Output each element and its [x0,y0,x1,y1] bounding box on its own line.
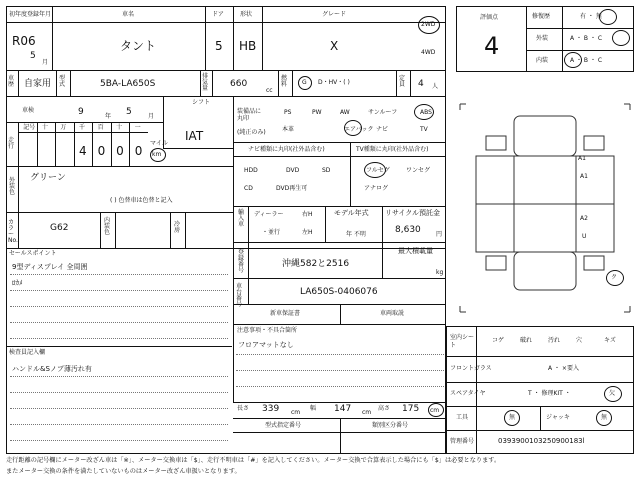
capacity-unit: 人 [432,83,439,90]
shape-value: HB [239,39,257,53]
interior-color-label: 内装色 [104,217,111,236]
seat-item: 破れ [520,337,533,344]
door-value: 5 [215,39,223,53]
import-dealer: ディーラー [254,211,284,218]
nav-item: HDD [244,167,258,174]
height-cm: cm [430,407,440,414]
recycle-value: 8,630 [395,225,421,235]
model-year-label: モデル年式 [334,209,369,217]
fuel-label: 燃料 [281,75,288,88]
fuel-g: G [302,79,307,86]
damage-a1-left: A1 [578,155,586,162]
spare-label: スペアタイヤ [450,390,486,397]
airbag-circle [344,120,362,136]
tv-item: ワンセグ [406,167,431,174]
displacement-label: 排気量 [202,73,209,92]
nav-title: ナビ種類に丸印(社外品含む) [248,146,325,153]
color-value: グリーン [30,173,66,183]
damage-a2: A2 [580,215,588,222]
equipment-item: AW [340,109,350,116]
car-diagram [456,96,634,320]
warranty-label: 新車保証書 [270,310,301,317]
recycle-label: リサイクル預託金 [385,209,441,217]
fuel-rest: D・HV・( ) [318,79,350,86]
footer-line-2: またメーター交換の条件を満たしていないものはメーター改ざん車扱いとなります。 [6,468,241,475]
import-left: 左H [302,229,313,236]
sales-line-1: 9型ディスプレイ 全周囲 [12,263,88,271]
interior-circle [564,52,582,68]
inspection-label: 車検 [22,107,35,114]
exterior-label: 外装 [536,35,549,42]
odo-digit-header: 千 [79,124,86,131]
inspection-month-unit: 月 [148,113,155,120]
equipment-item: ABS [420,109,432,116]
shape-label: 形状 [240,11,253,18]
odo-digit: 0 [97,144,106,158]
tool-mark: 無 [509,414,516,421]
equipment-item: サンルーフ [368,109,398,116]
type-label: 型式指定番号 [265,422,302,429]
import-parallel: ・並行 [262,229,281,236]
capacity-value: 4 [418,79,424,89]
tv-item: アナログ [364,185,389,192]
length-cm: cm [291,409,301,416]
usage-value: 自家用 [24,79,52,89]
shift-label: シフト [192,99,211,106]
odo-digit: 0 [116,144,124,158]
nav-item: SD [322,167,331,174]
odo-digit-header: 一 [134,124,141,131]
odo-digit-header: 百 [97,124,104,131]
jack-label: ジャッキ [546,414,570,421]
nav-item: DVD再生可 [276,185,308,192]
max-load-label: 最大積載量 [398,247,433,255]
score-label: 評価点 [480,14,499,21]
first-reg-value: R06 [12,34,36,48]
model-value: 5BA-LA650S [100,79,156,89]
odo-digit: 4 [79,144,87,158]
inspector-value: ハンドル&Sノブ薄汚れ有 [12,365,92,373]
sales-line-2: ﾛｶﾒ [12,279,23,287]
odo-digit-header: 万 [60,124,67,131]
drive-4wd: 4WD [421,49,436,56]
inspection-year: 9 [78,107,84,117]
month-unit: 月 [42,59,49,66]
fullseg-circle [364,162,386,178]
equipment-subtitle: (純正のみ) [237,129,266,136]
odo-digit-header: 記号 [23,124,36,131]
tv-item: フルセグ [366,167,390,174]
exterior-value: A ・ B ・ C [570,35,603,42]
repair-label: 修復歴 [532,13,551,20]
damage-ku: ク [611,274,618,281]
damage-a1-right: A1 [580,173,588,180]
reg-no-label: 登録番号 [238,249,245,274]
equipment-item: TV [420,126,428,133]
notes-value: フロアマットなし [238,341,294,349]
model-label: 型式 [59,75,66,88]
color-label: 外装色 [9,177,16,196]
jack-mark: 無 [601,414,608,421]
seat-item: 汚れ [548,337,561,344]
odo-digit: 0 [134,144,143,158]
height-value: 175 [402,404,420,414]
abs-circle [414,104,434,120]
seat-label: 室内シート [450,334,475,350]
mgmt-value: 0393900103250900183l [498,437,585,445]
equipment-title: 装備品に丸印 [237,108,262,123]
width-value: 147 [334,404,352,414]
tool-label: 工具 [456,414,469,421]
sales-label: セールスポイント [9,250,57,257]
score-value: 4 [484,32,500,60]
mgmt-label: 管理番号 [450,438,475,445]
odo-mile: マイル [150,140,168,147]
damage-u: U [582,233,587,240]
model-year-value: 年 不明 [346,231,366,238]
nav-item: CD [244,185,253,192]
first-reg-month: 5 [30,51,36,61]
car-name-value: タント [120,39,157,53]
displacement-value: 660 [230,79,248,89]
width-cm: cm [362,409,372,416]
grade-value: X [330,39,339,53]
glass-label: フロントガラス [450,365,492,372]
equipment-item: PW [312,109,322,116]
interior-value: A ・ B ・ C [570,57,603,64]
drive-2wd: 2WD [421,21,436,28]
nav-item: DVD [286,167,300,174]
usage-label: 車歴 [8,75,15,88]
first-reg-label: 初年度登録年月 [9,11,52,18]
cold-label: 冷房 [174,221,181,234]
length-label: 長さ [237,405,250,412]
tv-title: TV種類に丸印(社外品含む) [356,146,429,153]
height-label: 高さ [378,405,391,412]
spare-mark: 欠 [609,390,616,397]
odo-digit-header: 十 [116,124,123,131]
exterior-circle [612,30,630,46]
chassis-label: 車台番号 [236,283,243,308]
cc-unit: cc [266,87,273,94]
inspection-month: 5 [126,107,132,117]
import-right: 右H [302,211,313,218]
grade-label: グレード [322,11,347,18]
length-value: 339 [262,404,280,414]
seat-item: キズ [604,337,616,344]
width-label: 幅 [310,405,317,412]
odo-label: 走行 [8,137,15,150]
manual-label: 車両取説 [380,310,405,317]
interior-label: 内装 [536,57,549,64]
import-label: 輸入車 [238,209,245,228]
equipment-item: ナビ [376,126,389,133]
repair-value: 有 ・ 無 [580,13,602,20]
color-no-value: G62 [50,223,69,233]
spare-value: T ・ 修理KIT ・ [528,390,571,397]
repair-circle [599,9,617,25]
footer-line-1: 走行距離の記号欄にメーター改ざん車は「※」、メーター交換車は「$」、走行不明車は「#」を記入してください。メーター交換で合算表示した場合にも「$」は必要となります。 [6,457,501,464]
recycle-yen: 円 [436,231,443,238]
equipment-item: 本革 [282,126,295,133]
door-label: ドア [212,11,224,18]
inspector-label: 検査員記入欄 [9,349,46,356]
inspection-year-unit: 年 [105,113,112,120]
seat-item: コゲ [492,337,505,344]
equipment-item: エアバック [344,126,374,133]
seat-item: 穴 [576,337,583,344]
chassis-value: LA650S-0406076 [300,287,378,297]
color-no-label: カラーNo. [8,219,18,244]
notes-label: 注意事項・不具合箇所 [237,327,298,334]
glass-value: A ・ ×要入 [548,365,579,372]
capacity-label: 定員 [399,75,406,88]
odo-km: km [152,151,162,158]
car-name-label: 車名 [122,11,135,18]
class-label: 類別区分番号 [372,422,409,429]
odo-digit-header: 十 [41,124,48,131]
color-note: ( ) 色替車は色替と記入 [110,197,173,204]
shift-value: IAT [185,129,204,143]
equipment-item: PS [284,109,292,116]
reg-no-value: 沖縄582と2516 [282,259,350,269]
max-load-kg: kg [436,269,444,276]
